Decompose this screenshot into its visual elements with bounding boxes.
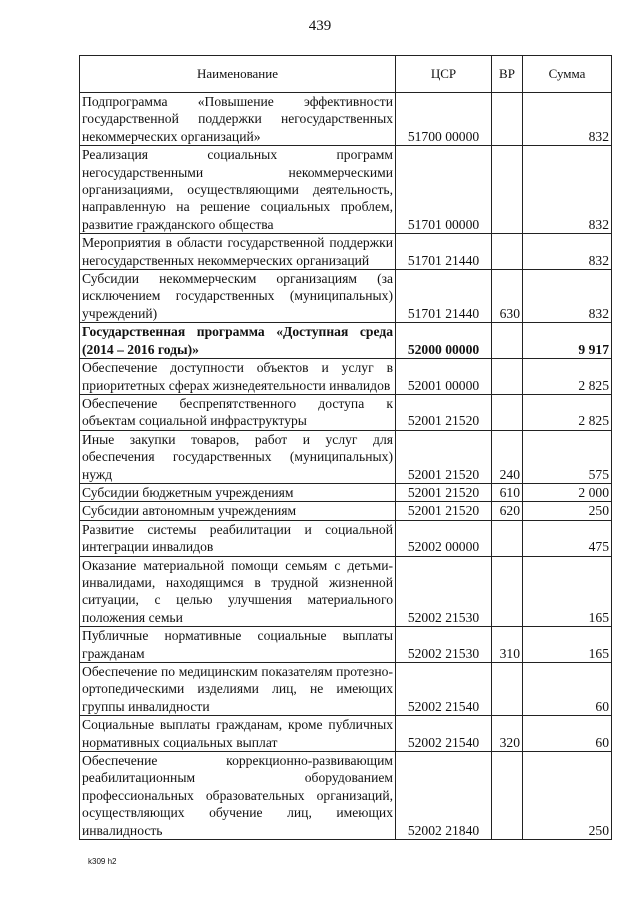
header-vr: ВР: [492, 56, 523, 93]
table-row: [80, 234, 612, 270]
table-row: [80, 270, 612, 323]
row-sum: 575: [523, 430, 612, 483]
row-csr: 52002 21540: [396, 716, 492, 752]
row-csr: 51701 21440: [396, 270, 492, 323]
table-body: [80, 93, 612, 840]
table-row: [80, 430, 612, 483]
row-vr: [492, 520, 523, 556]
row-vr: 310: [492, 627, 523, 663]
row-name: Субсидии автономным учреждениям: [80, 502, 396, 520]
row-vr: [492, 234, 523, 270]
row-vr: [492, 359, 523, 395]
table-row: [80, 359, 612, 395]
row-csr: 52000 00000: [396, 323, 492, 359]
row-vr: 240: [492, 430, 523, 483]
row-csr: 51701 00000: [396, 146, 492, 234]
row-csr: 52002 21540: [396, 663, 492, 716]
row-vr: [492, 752, 523, 840]
row-name: Субсидии бюджетным учреждениям: [80, 483, 396, 501]
table-row: [80, 752, 612, 840]
row-csr: 52002 21840: [396, 752, 492, 840]
row-csr: 52002 21530: [396, 627, 492, 663]
row-sum: 832: [523, 270, 612, 323]
row-sum: 60: [523, 663, 612, 716]
row-sum: 165: [523, 627, 612, 663]
row-sum: 832: [523, 93, 612, 146]
table-row: [80, 323, 612, 359]
row-vr: [492, 323, 523, 359]
header-csr: ЦСР: [396, 56, 492, 93]
header-name: Наименование: [80, 56, 396, 93]
row-name: Иные закупки товаров, работ и услуг для обеспечения государственных (муниципальных) нужд: [80, 430, 396, 483]
row-csr: 52002 21530: [396, 556, 492, 627]
row-sum: 9 917: [523, 323, 612, 359]
row-name: Обеспечение коррекционно-развивающим реабилитационным оборудованием профессиональных образовательных организаций, осуществляющих обучение лиц, имеющих инвалидность: [80, 752, 396, 840]
row-csr: 51700 00000: [396, 93, 492, 146]
row-name: Оказание материальной помощи семьям с детьми-инвалидами, находящимся в трудной жизненной ситуации, с целью улучшения материального положения семьи: [80, 556, 396, 627]
row-sum: 250: [523, 752, 612, 840]
table-header-row: [80, 56, 612, 93]
row-name: Развитие системы реабилитации и социальной интеграции инвалидов: [80, 520, 396, 556]
row-vr: [492, 146, 523, 234]
row-csr: 52001 21520: [396, 394, 492, 430]
row-name: Мероприятия в области государственной поддержки негосударственных некоммерческих организаций: [80, 234, 396, 270]
row-vr: 320: [492, 716, 523, 752]
row-vr: 610: [492, 483, 523, 501]
table-row: [80, 716, 612, 752]
table-row: [80, 483, 612, 501]
page-number: 439: [308, 18, 332, 34]
row-name: Публичные нормативные социальные выплаты гражданам: [80, 627, 396, 663]
row-vr: [492, 556, 523, 627]
row-vr: 630: [492, 270, 523, 323]
row-sum: 832: [523, 146, 612, 234]
row-name: Обеспечение беспрепятственного доступа к объектам социальной инфраструктуры: [80, 394, 396, 430]
row-name: Реализация социальных программ негосударственными некоммерческими организациями, осуществляющими деятельность, направленную на решение социальных проблем, развитие гражданского общества: [80, 146, 396, 234]
footer-code: k309 h2: [88, 857, 117, 866]
table-row: [80, 394, 612, 430]
row-name: Подпрограмма «Повышение эффективности государственной поддержки негосударственных некоммерческих организаций»: [80, 93, 396, 146]
row-csr: 52001 00000: [396, 359, 492, 395]
row-csr: 51701 21440: [396, 234, 492, 270]
budget-table: [79, 55, 612, 840]
row-vr: [492, 93, 523, 146]
row-sum: 2 825: [523, 359, 612, 395]
row-vr: 620: [492, 502, 523, 520]
row-sum: 2 000: [523, 483, 612, 501]
row-sum: 165: [523, 556, 612, 627]
table-row: [80, 502, 612, 520]
table-row: [80, 627, 612, 663]
row-sum: 60: [523, 716, 612, 752]
row-name: Государственная программа «Доступная среда (2014 – 2016 годы)»: [80, 323, 396, 359]
row-sum: 250: [523, 502, 612, 520]
row-sum: 832: [523, 234, 612, 270]
row-vr: [492, 663, 523, 716]
table-row: [80, 146, 612, 234]
row-csr: 52001 21520: [396, 483, 492, 501]
table-row: [80, 93, 612, 146]
row-name: Обеспечение по медицинским показателям протезно-ортопедическими изделиями лиц, не имеющих группы инвалидности: [80, 663, 396, 716]
row-csr: 52001 21520: [396, 502, 492, 520]
row-vr: [492, 394, 523, 430]
header-sum: Сумма: [523, 56, 612, 93]
row-csr: 52001 21520: [396, 430, 492, 483]
table-row: [80, 520, 612, 556]
row-name: Социальные выплаты гражданам, кроме публичных нормативных социальных выплат: [80, 716, 396, 752]
row-csr: 52002 00000: [396, 520, 492, 556]
table-row: [80, 663, 612, 716]
table-row: [80, 556, 612, 627]
row-name: Субсидии некоммерческим организациям (за исключением государственных (муниципальных) учреждений): [80, 270, 396, 323]
row-sum: 475: [523, 520, 612, 556]
row-name: Обеспечение доступности объектов и услуг в приоритетных сферах жизнедеятельности инвалидов: [80, 359, 396, 395]
row-sum: 2 825: [523, 394, 612, 430]
